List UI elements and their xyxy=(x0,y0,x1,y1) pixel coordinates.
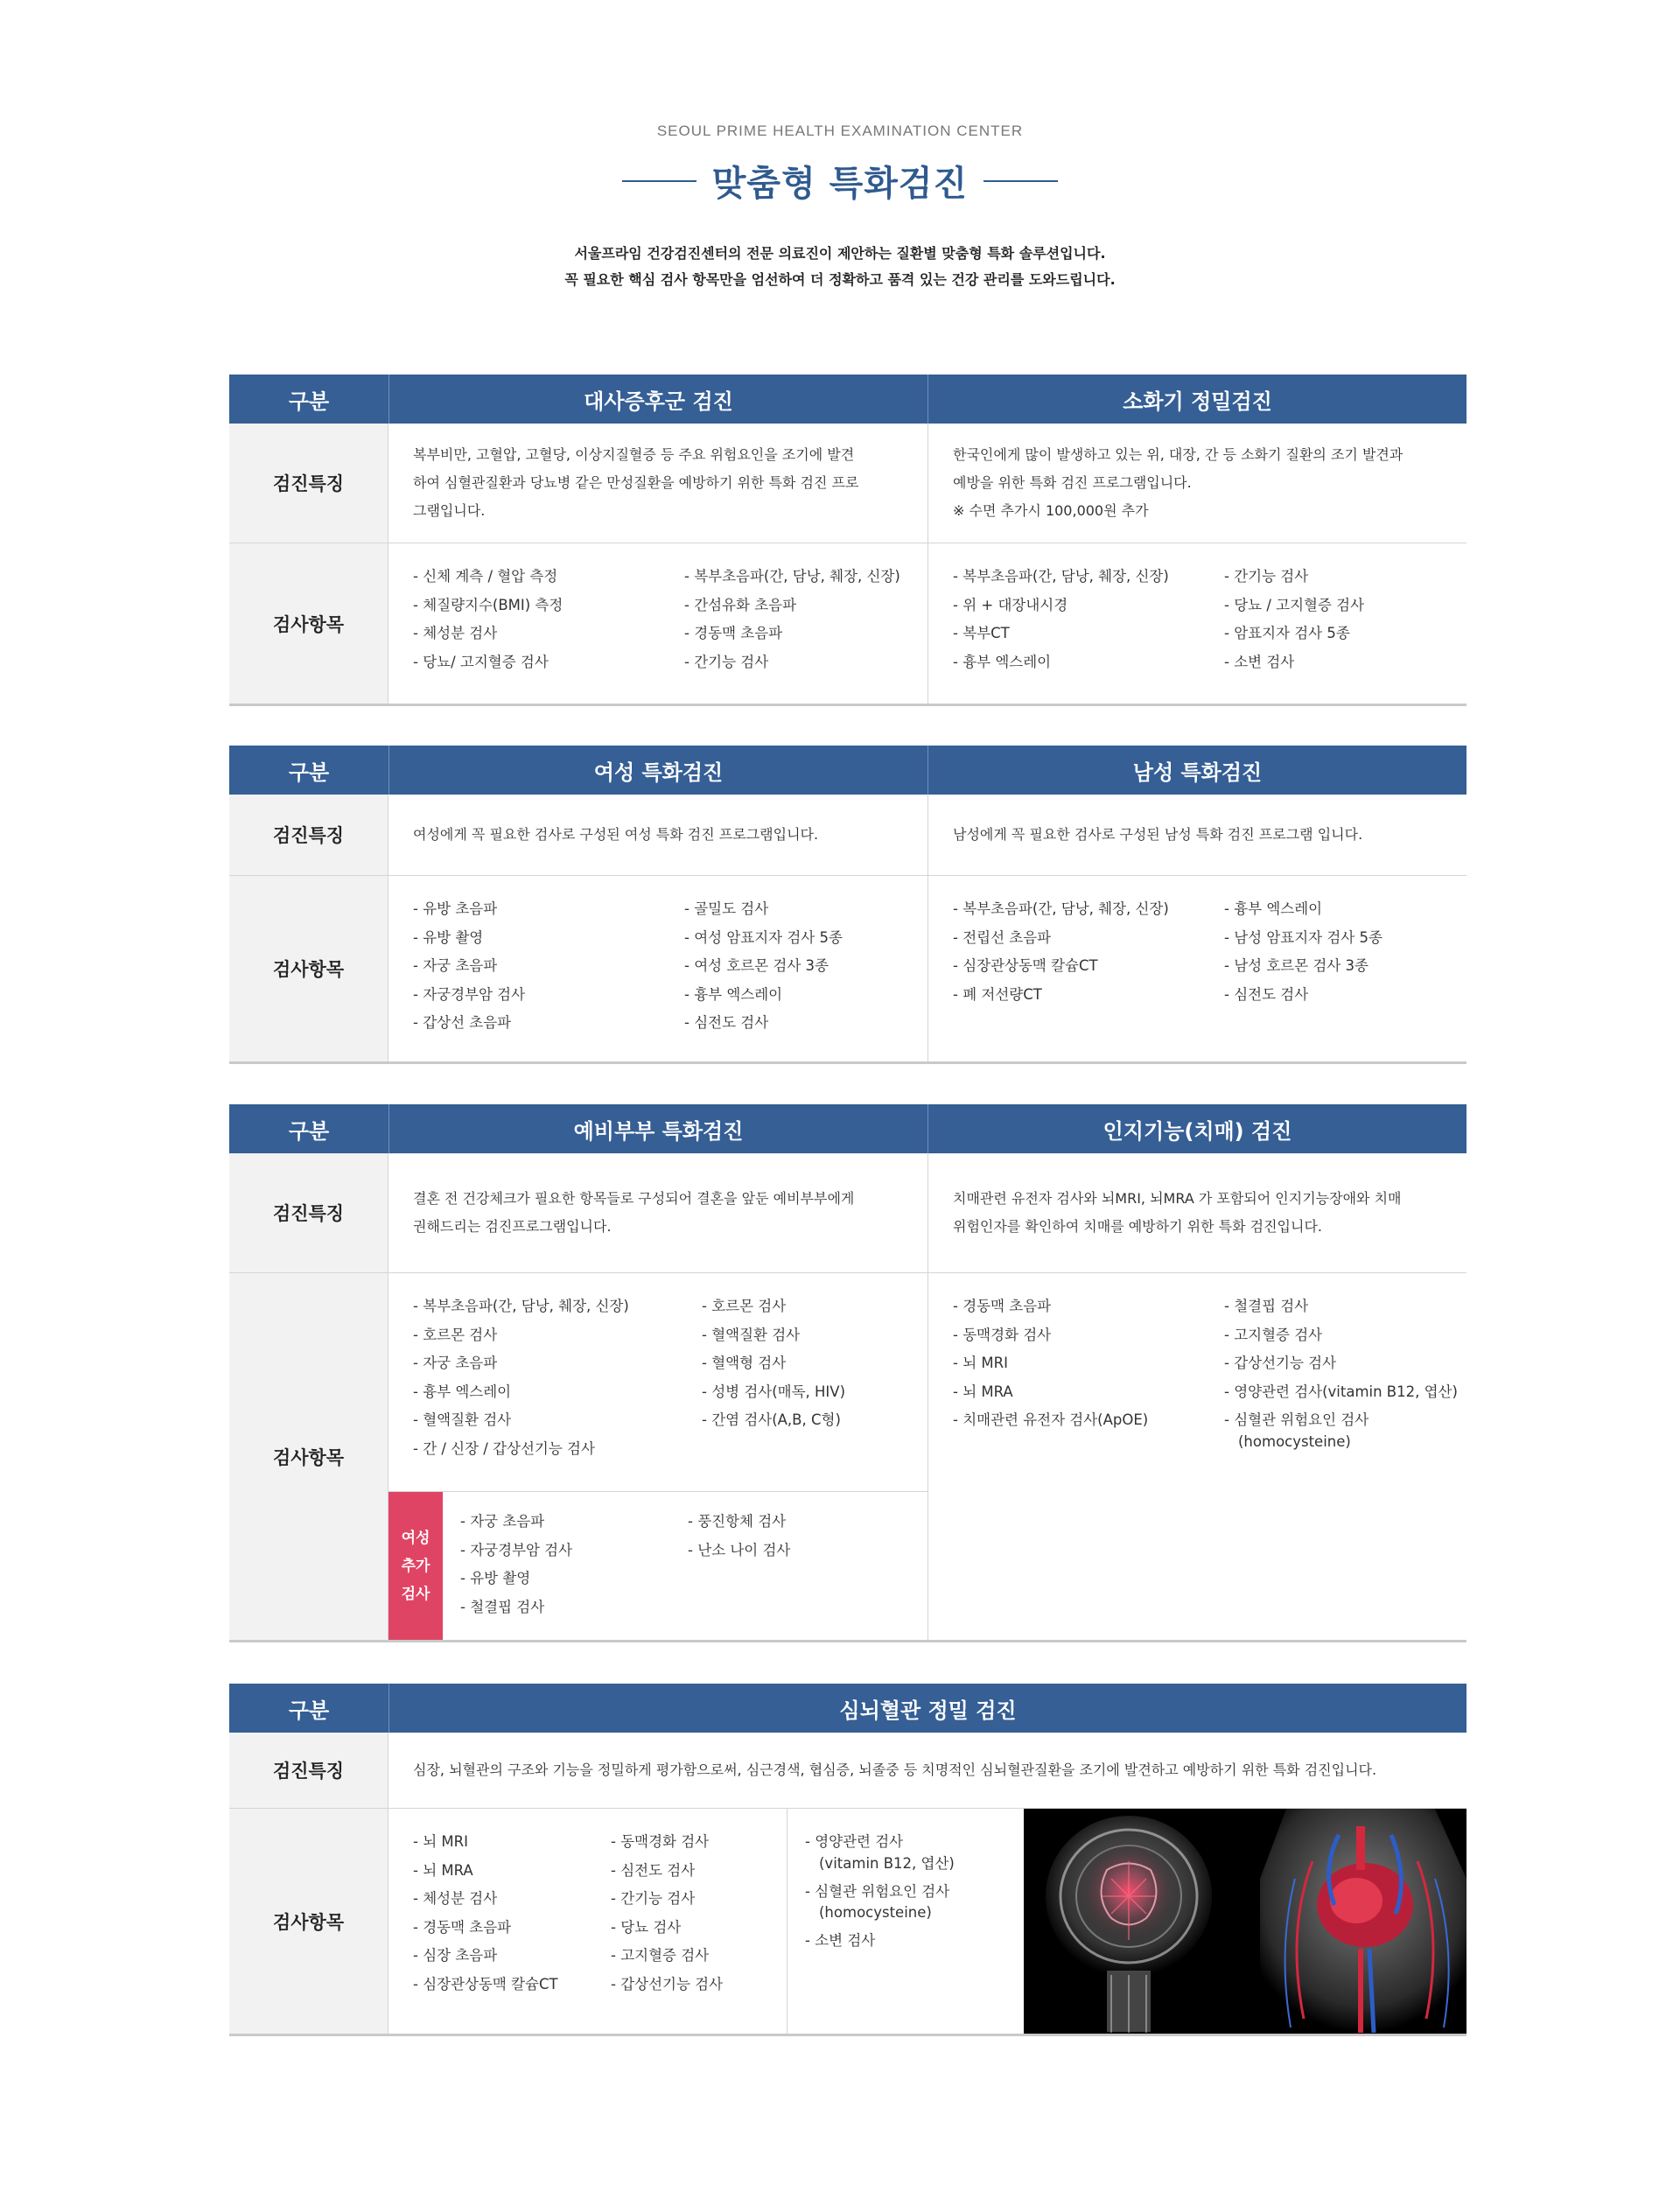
exam-items xyxy=(388,876,928,1061)
items-row xyxy=(229,1809,1466,2034)
exam-item: - 체성분 검사 xyxy=(413,625,498,641)
exam-item-note: (homocysteine) xyxy=(819,1904,932,1921)
exam-item: - 영양관련 검사(vitamin B12, 엽산) xyxy=(1224,1383,1458,1400)
exam-item-list xyxy=(684,895,903,1046)
exam-item: - 전립선 초음파 xyxy=(953,928,1052,946)
program-title: 소화기 정밀검진 xyxy=(928,375,1466,424)
exam-item: - 체질량지수(BMI) 측정 xyxy=(413,596,564,613)
program-title: 심뇌혈관 정밀 검진 xyxy=(388,1684,1466,1733)
program-description xyxy=(388,1733,1466,1808)
items-label: 검사항목 xyxy=(229,876,388,1061)
exam-item: - 위 + 대장내시경 xyxy=(953,596,1068,613)
exam-item: - 호르몬 검사 xyxy=(702,1298,787,1314)
exam-item: - 심장관상동맥 칼슘CT xyxy=(413,1975,558,1992)
exam-item: - 흉부 엑스레이 xyxy=(953,653,1052,670)
exam-item-note: (vitamin B12, 엽산) xyxy=(819,1854,955,1872)
exam-item: - 여성 암표지자 검사 5종 xyxy=(684,928,843,946)
desc-line: ※ 수면 추가시 100,000원 추가 xyxy=(953,502,1149,519)
female-extra-section xyxy=(388,1491,928,1640)
exam-item: - 간기능 검사 xyxy=(1224,568,1309,585)
category-label: 구분 xyxy=(288,1118,330,1144)
brain-and-heart-scan-illustration xyxy=(1024,1809,1466,2033)
exam-item: - 소변 검사 xyxy=(1224,653,1295,670)
exam-item: - 간 / 신장 / 갑상선기능 검사 xyxy=(413,1439,595,1457)
exam-item: - 갑상선 초음파 xyxy=(413,1014,512,1031)
exam-item: - 간기능 검사 xyxy=(611,1890,696,1907)
exam-item: - 철결핍 검사 xyxy=(1224,1298,1309,1314)
exam-item: - 흉부 엑스레이 xyxy=(413,1383,512,1400)
exam-item-list xyxy=(1224,1292,1458,1456)
exam-item: - 간기능 검사 xyxy=(684,653,769,670)
table-header-row xyxy=(229,1104,1466,1153)
exam-item: - 유방 촬영 xyxy=(460,1570,531,1586)
exam-item: - 골밀도 검사 xyxy=(684,900,769,917)
center-name: SEOUL PRIME HEALTH EXAMINATION CENTER xyxy=(656,123,1024,139)
program-description xyxy=(928,795,1466,875)
exam-item: - 복부CT xyxy=(953,625,1010,641)
exam-item-list xyxy=(1224,895,1442,1046)
exam-item: - 자궁경부암 검사 xyxy=(413,985,526,1003)
intro-line: 꼭 필요한 핵심 검사 항목만을 엄선하여 더 정확하고 품격 있는 건강 관리를 도와드립니다. xyxy=(564,271,1116,288)
heart-scan-icon xyxy=(1260,1809,1466,2033)
exam-item: - 여성 호르몬 검사 3종 xyxy=(684,957,829,974)
features-label: 검진특징 xyxy=(229,424,388,543)
desc-line: 위험인자를 확인하여 치매를 예방하기 위한 특화 검진입니다. xyxy=(953,1218,1323,1235)
exam-item: - 간섬유화 초음파 xyxy=(684,596,797,613)
exam-item: - 뇌 MRI xyxy=(413,1833,468,1850)
exam-item: - 풍진항체 검사 xyxy=(688,1513,787,1530)
exam-items xyxy=(388,543,928,704)
badge-line: 추가 xyxy=(401,1557,430,1575)
program-description xyxy=(928,1153,1466,1272)
page-header xyxy=(0,123,1680,293)
items-label: 검사항목 xyxy=(229,1273,388,1640)
program-title: 대사증후군 검진 xyxy=(388,375,928,424)
desc-line: 치매관련 유전자 검사와 뇌MRI, 뇌MRA 가 포함되어 인지기능장애와 치매 xyxy=(953,1190,1402,1207)
exam-item: - 당뇨 검사 xyxy=(611,1918,682,1936)
features-row xyxy=(229,424,1466,543)
exam-table-premarital-dementia xyxy=(229,1104,1466,1642)
exam-item: - 신체 계측 / 혈압 측정 xyxy=(413,568,558,585)
exam-table-metabolic-digestive xyxy=(229,375,1466,706)
exam-item-list xyxy=(413,1292,702,1475)
title-divider-left xyxy=(622,180,696,182)
program-description xyxy=(388,1153,928,1272)
exam-item: - 경동맥 초음파 xyxy=(684,625,783,641)
exam-item: - 갑상선기능 검사 xyxy=(611,1975,724,1992)
exam-items xyxy=(928,543,1466,704)
program-title: 인지기능(치매) 검진 xyxy=(928,1104,1466,1153)
exam-item: - 체성분 검사 xyxy=(413,1890,498,1907)
features-label: 검진특징 xyxy=(229,1733,388,1808)
exam-item: - 남성 암표지자 검사 5종 xyxy=(1224,928,1382,946)
exam-table-cardio-cerebro xyxy=(229,1684,1466,2036)
exam-item: - 남성 호르몬 검사 3종 xyxy=(1224,957,1368,974)
female-extra-items xyxy=(443,1492,928,1640)
exam-item: - 심장 초음파 xyxy=(413,1947,498,1964)
items-label: 검사항목 xyxy=(229,1809,388,2034)
exam-item-list xyxy=(953,563,1224,688)
female-extra-badge xyxy=(388,1492,443,1640)
exam-item: - 심전도 검사 xyxy=(611,1861,696,1879)
brain-scan-icon xyxy=(1046,1816,1212,2033)
table-header-row xyxy=(229,746,1466,795)
exam-item-list xyxy=(702,1292,903,1475)
exam-item: - 흉부 엑스레이 xyxy=(684,985,783,1003)
table-header-row xyxy=(229,375,1466,424)
exam-item: - 심장관상동맥 칼슘CT xyxy=(953,957,1098,974)
features-label: 검진특징 xyxy=(229,795,388,875)
exam-item: - 복부초음파(간, 담낭, 췌장, 신장) xyxy=(953,568,1169,585)
exam-item: - 뇌 MRI xyxy=(953,1355,1008,1371)
exam-item: - 뇌 MRA xyxy=(413,1861,473,1879)
exam-item: - 암표지자 검사 5종 xyxy=(1224,625,1350,641)
badge-line: 여성 xyxy=(401,1529,430,1547)
exam-item: - 소변 검사 xyxy=(805,1932,876,1949)
exam-item: - 자궁경부암 검사 xyxy=(460,1541,573,1558)
exam-item: - 혈액질환 검사 xyxy=(702,1326,801,1343)
category-label: 구분 xyxy=(288,389,330,414)
desc-line: 결혼 전 건강체크가 필요한 항목들로 구성되어 결혼을 앞둔 예비부부에게 xyxy=(413,1190,855,1207)
exam-item-list xyxy=(413,895,684,1046)
exam-item: - 유방 촬영 xyxy=(413,928,484,946)
exam-item: - 복부초음파(간, 담낭, 췌장, 신장) xyxy=(953,900,1169,917)
exam-item: - 흉부 엑스레이 xyxy=(1224,900,1323,917)
exam-item: - 뇌 MRA xyxy=(953,1383,1013,1400)
items-row xyxy=(229,543,1466,704)
exam-item: - 경동맥 초음파 xyxy=(953,1298,1052,1314)
exam-item: - 난소 나이 검사 xyxy=(688,1541,791,1558)
exam-items xyxy=(388,1273,928,1491)
exam-item: - 고지혈증 검사 xyxy=(1224,1326,1323,1343)
program-title: 예비부부 특화검진 xyxy=(388,1104,928,1153)
exam-item: - 혈액질환 검사 xyxy=(413,1411,512,1428)
desc-line: 하여 심혈관질환과 당뇨병 같은 만성질환을 예방하기 위한 특화 검진 프로 xyxy=(413,474,859,491)
exam-items xyxy=(928,876,1466,1061)
table-header-row xyxy=(229,1684,1466,1733)
program-description xyxy=(388,795,928,875)
desc-line: 남성에게 꼭 필요한 검사로 구성된 남성 특화 검진 프로그램 입니다. xyxy=(953,826,1363,843)
exam-item-note: (homocysteine) xyxy=(1238,1432,1351,1450)
exam-item: - 유방 초음파 xyxy=(413,900,498,917)
exam-item-list xyxy=(688,1508,910,1628)
category-label: 구분 xyxy=(288,760,330,785)
features-label: 검진특징 xyxy=(229,1153,388,1272)
program-title: 여성 특화검진 xyxy=(388,746,928,795)
desc-line: 권해드리는 검진프로그램입니다. xyxy=(413,1218,612,1235)
exam-item: - 혈액형 검사 xyxy=(702,1355,787,1371)
items-label: 검사항목 xyxy=(229,543,388,704)
program-description xyxy=(388,424,928,543)
exam-items-extra xyxy=(788,1809,1024,2034)
exam-item: - 자궁 초음파 xyxy=(460,1513,545,1530)
exam-item: - 당뇨/ 고지혈증 검사 xyxy=(413,653,549,670)
exam-items-main xyxy=(388,1809,788,2034)
exam-item-list xyxy=(413,1828,611,2018)
items-row xyxy=(229,1273,1466,1640)
exam-item: - 영양관련 검사 xyxy=(805,1833,904,1850)
exam-item: - 갑상선기능 검사 xyxy=(1224,1355,1337,1371)
exam-item: - 폐 저선량CT xyxy=(953,985,1042,1003)
exam-item: - 동맥경화 검사 xyxy=(953,1326,1052,1343)
badge-line: 검사 xyxy=(401,1585,430,1603)
exam-table-female-male xyxy=(229,746,1466,1064)
exam-item: - 심전도 검사 xyxy=(1224,985,1309,1003)
exam-item: - 간염 검사(A,B, C형) xyxy=(702,1411,841,1428)
exam-item-list xyxy=(1224,563,1442,688)
exam-item-list xyxy=(684,563,903,688)
exam-item: - 복부초음파(간, 담낭, 췌장, 신장) xyxy=(413,1298,629,1314)
category-label: 구분 xyxy=(288,1698,330,1723)
items-row xyxy=(229,876,1466,1061)
medical-scan-image xyxy=(1024,1809,1466,2034)
exam-item: - 자궁 초음파 xyxy=(413,1355,498,1371)
desc-line: 여성에게 꼭 필요한 검사로 구성된 여성 특화 검진 프로그램입니다. xyxy=(413,826,819,843)
program-description xyxy=(928,424,1466,543)
desc-line: 그램입니다. xyxy=(413,502,486,519)
exam-item: - 동맥경화 검사 xyxy=(611,1833,710,1850)
exam-item-list xyxy=(953,895,1224,1046)
features-row xyxy=(229,1733,1466,1809)
program-title: 남성 특화검진 xyxy=(928,746,1466,795)
exam-item: - 철결핍 검사 xyxy=(460,1598,545,1615)
title-row xyxy=(0,156,1680,206)
exam-item: - 자궁 초음파 xyxy=(413,957,498,974)
title-divider-right xyxy=(984,180,1058,182)
exam-item: - 심전도 검사 xyxy=(684,1014,769,1031)
exam-items-with-extra xyxy=(388,1273,928,1640)
exam-item: - 성병 검사(매독, HIV) xyxy=(702,1383,846,1400)
exam-item: - 고지혈증 검사 xyxy=(611,1947,710,1964)
features-row xyxy=(229,1153,1466,1273)
intro-text xyxy=(0,241,1680,293)
desc-line: 한국인에게 많이 발생하고 있는 위, 대장, 간 등 소화기 질환의 조기 발견과 xyxy=(953,446,1404,463)
exam-items xyxy=(388,1809,1466,2034)
exam-item: - 경동맥 초음파 xyxy=(413,1918,512,1936)
exam-item: - 당뇨 / 고지혈증 검사 xyxy=(1224,596,1365,613)
exam-item-list xyxy=(953,1292,1224,1456)
exam-item-list xyxy=(413,563,684,688)
features-row xyxy=(229,795,1466,876)
desc-line: 심장, 뇌혈관의 구조와 기능을 정밀하게 평가함으로써, 심근경색, 협심증, 뇌졸중 등 치명적인 심뇌혈관질환을 조기에 발견하고 예방하기 위한 특화 검진입니다. xyxy=(413,1761,1377,1778)
intro-line: 서울프라임 건강검진센터의 전문 의료진이 제안하는 질환별 맞춤형 특화 솔루션입니다. xyxy=(574,245,1106,262)
desc-line: 복부비만, 고혈압, 고혈당, 이상지질혈증 등 주요 위험요인을 조기에 발견 xyxy=(413,446,855,463)
exam-item: - 심혈관 위험요인 검사 xyxy=(1224,1411,1369,1428)
exam-item: - 복부초음파(간, 담낭, 췌장, 신장) xyxy=(684,568,900,585)
exam-item: - 심혈관 위험요인 검사 xyxy=(805,1882,950,1900)
exam-item-list xyxy=(611,1828,762,2018)
page-title: 맞춤형 특화검진 xyxy=(711,164,969,204)
exam-item-list xyxy=(460,1508,688,1628)
desc-line: 예방을 위한 특화 검진 프로그램입니다. xyxy=(953,474,1192,491)
exam-items xyxy=(928,1273,1466,1640)
exam-item: - 치매관련 유전자 검사(ApOE) xyxy=(953,1411,1149,1428)
exam-item: - 호르몬 검사 xyxy=(413,1326,498,1343)
